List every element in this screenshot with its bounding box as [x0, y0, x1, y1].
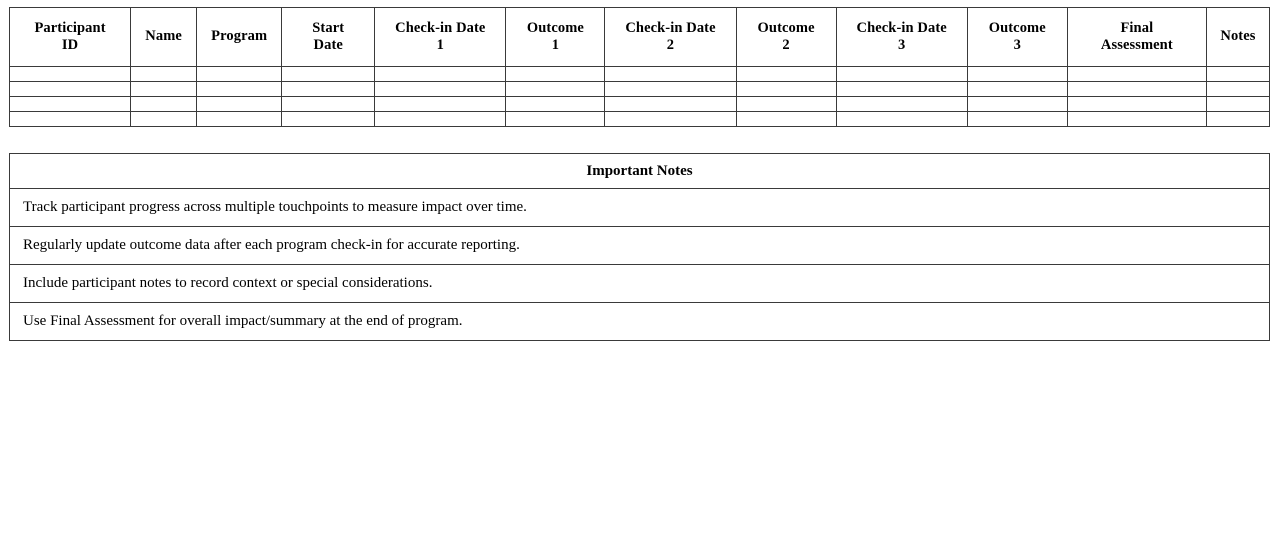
cell-outcome-2[interactable]	[736, 97, 836, 112]
header-line-2: Date	[313, 37, 343, 53]
cell-outcome-3[interactable]	[967, 82, 1067, 97]
table-header	[10, 8, 1270, 67]
cell-start-date[interactable]	[282, 112, 375, 127]
header-line-1: Notes	[1220, 28, 1256, 45]
cell-name[interactable]	[131, 112, 197, 127]
cell-check-in-date-1[interactable]	[375, 97, 506, 112]
header-line-1: Check-in Date	[856, 19, 947, 36]
cell-program[interactable]	[197, 82, 282, 97]
notes-header-row	[10, 154, 1270, 189]
participant-tracking-table-container	[9, 7, 1270, 127]
cell-outcome-2[interactable]	[736, 112, 836, 127]
cell-participant-id[interactable]	[10, 67, 131, 82]
notes-body	[10, 189, 1270, 341]
header-line-2: 2	[782, 37, 790, 53]
cell-final-assessment[interactable]	[1067, 82, 1206, 97]
column-header-name	[131, 8, 197, 67]
table-row[interactable]	[10, 82, 1270, 97]
column-header-program	[197, 8, 282, 67]
cell-check-in-date-3[interactable]	[836, 82, 967, 97]
cell-name[interactable]	[131, 82, 197, 97]
header-row	[10, 8, 1270, 67]
note-row	[10, 265, 1270, 303]
cell-outcome-1[interactable]	[506, 112, 605, 127]
cell-check-in-date-3[interactable]	[836, 97, 967, 112]
cell-check-in-date-2[interactable]	[605, 82, 736, 97]
table-row[interactable]	[10, 112, 1270, 127]
cell-final-assessment[interactable]	[1067, 67, 1206, 82]
header-line-1: Name	[145, 28, 182, 45]
cell-outcome-3[interactable]	[967, 112, 1067, 127]
notes-title: Important Notes	[10, 154, 1270, 189]
cell-start-date[interactable]	[282, 97, 375, 112]
header-line-1: Check-in Date	[625, 19, 716, 36]
note-row	[10, 189, 1270, 227]
cell-final-assessment[interactable]	[1067, 112, 1206, 127]
cell-outcome-2[interactable]	[736, 67, 836, 82]
cell-outcome-3[interactable]	[967, 67, 1067, 82]
header-line-2: 2	[666, 37, 675, 53]
column-header-final-assessment	[1067, 8, 1206, 67]
cell-program[interactable]	[197, 112, 282, 127]
note-item: Track participant progress across multiple touchpoints to measure impact over time.	[10, 189, 1270, 227]
cell-participant-id[interactable]	[10, 112, 131, 127]
cell-name[interactable]	[131, 67, 197, 82]
cell-outcome-3[interactable]	[967, 97, 1067, 112]
cell-notes[interactable]	[1206, 112, 1269, 127]
column-header-check-in-date-3	[836, 8, 967, 67]
cell-notes[interactable]	[1206, 82, 1269, 97]
cell-outcome-1[interactable]	[506, 67, 605, 82]
table-body	[10, 67, 1270, 127]
column-header-check-in-date-1	[375, 8, 506, 67]
header-line-1: Participant	[34, 19, 106, 36]
header-line-1: Start	[312, 19, 345, 36]
column-header-participant-id	[10, 8, 131, 67]
cell-program[interactable]	[197, 97, 282, 112]
column-header-start-date	[282, 8, 375, 67]
cell-notes[interactable]	[1206, 97, 1269, 112]
cell-check-in-date-2[interactable]	[605, 112, 736, 127]
header-line-1: Check-in Date	[395, 19, 486, 36]
cell-check-in-date-3[interactable]	[836, 112, 967, 127]
column-header-notes	[1206, 8, 1269, 67]
header-line-1: Outcome	[757, 19, 815, 36]
note-item: Include participant notes to record context or special considerations.	[10, 265, 1270, 303]
notes-header	[10, 154, 1270, 189]
cell-check-in-date-1[interactable]	[375, 67, 506, 82]
cell-outcome-1[interactable]	[506, 97, 605, 112]
column-header-outcome-3	[967, 8, 1067, 67]
cell-check-in-date-2[interactable]	[605, 67, 736, 82]
cell-program[interactable]	[197, 67, 282, 82]
important-notes-table	[9, 153, 1270, 341]
column-header-outcome-2	[736, 8, 836, 67]
table-row[interactable]	[10, 97, 1270, 112]
cell-start-date[interactable]	[282, 82, 375, 97]
cell-start-date[interactable]	[282, 67, 375, 82]
cell-check-in-date-2[interactable]	[605, 97, 736, 112]
header-line-2: ID	[61, 37, 79, 53]
cell-outcome-2[interactable]	[736, 82, 836, 97]
cell-final-assessment[interactable]	[1067, 97, 1206, 112]
column-header-outcome-1	[506, 8, 605, 67]
cell-check-in-date-1[interactable]	[375, 82, 506, 97]
cell-outcome-1[interactable]	[506, 82, 605, 97]
participant-tracking-table	[9, 7, 1270, 127]
cell-participant-id[interactable]	[10, 82, 131, 97]
note-item: Use Final Assessment for overall impact/summary at the end of program.	[10, 303, 1270, 341]
header-line-1: Program	[211, 28, 268, 45]
header-line-2: 3	[1013, 37, 1021, 53]
header-line-1: Outcome	[526, 19, 584, 36]
cell-check-in-date-1[interactable]	[375, 112, 506, 127]
cell-check-in-date-3[interactable]	[836, 67, 967, 82]
header-line-1: Final	[1120, 19, 1154, 36]
header-line-2: 3	[897, 37, 906, 53]
cell-name[interactable]	[131, 97, 197, 112]
note-row	[10, 303, 1270, 341]
header-line-2: 1	[436, 37, 444, 53]
header-line-2: Assessment	[1100, 37, 1173, 53]
note-row	[10, 227, 1270, 265]
note-item: Regularly update outcome data after each program check-in for accurate reporting.	[10, 227, 1270, 265]
table-row[interactable]	[10, 67, 1270, 82]
header-line-1: Outcome	[988, 19, 1046, 36]
cell-notes[interactable]	[1206, 67, 1269, 82]
column-header-check-in-date-2	[605, 8, 736, 67]
important-notes-container	[9, 153, 1270, 341]
cell-participant-id[interactable]	[10, 97, 131, 112]
header-line-2: 1	[551, 37, 560, 53]
